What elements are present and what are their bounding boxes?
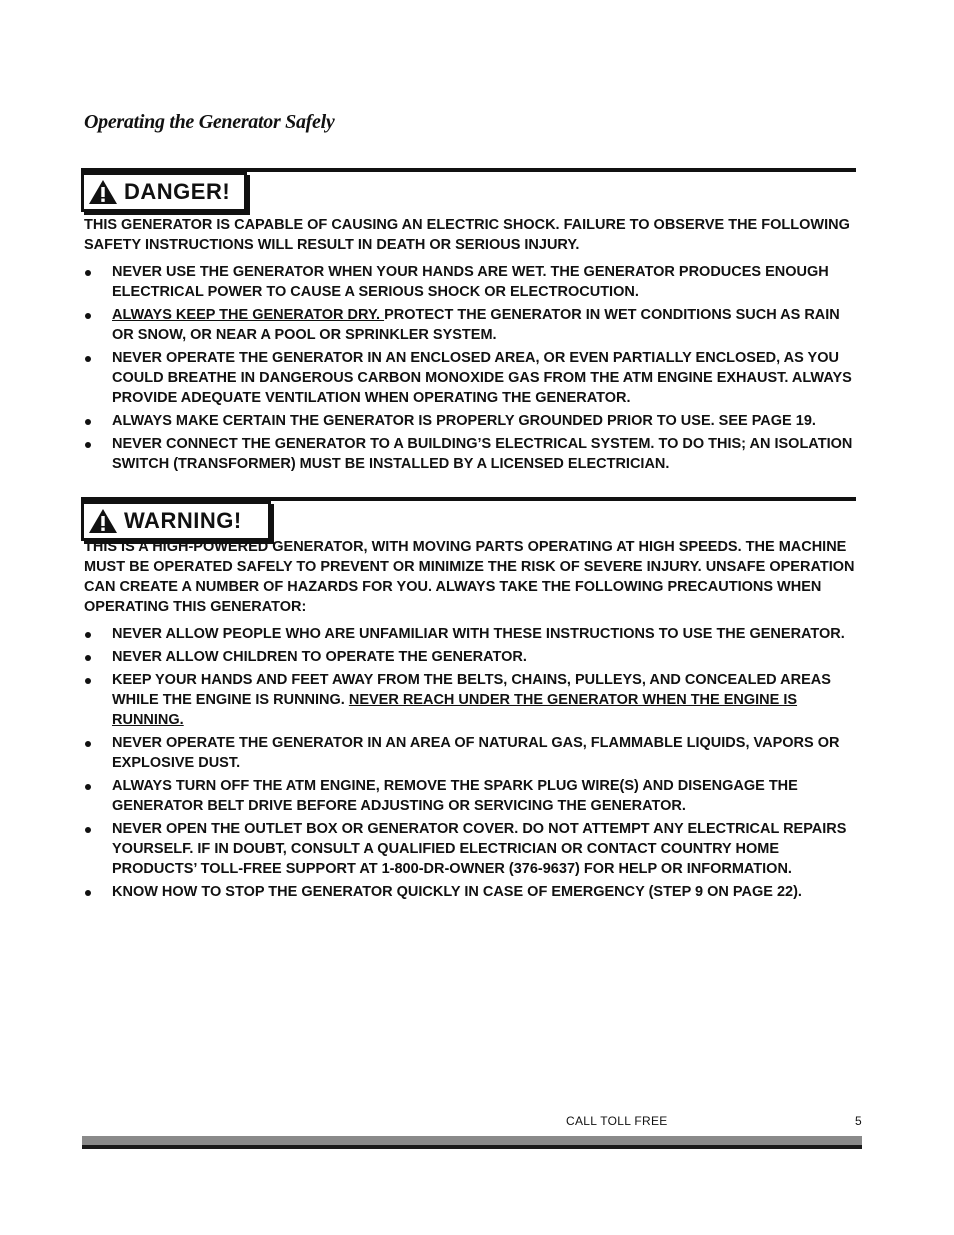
bullet-icon xyxy=(85,313,91,319)
warning-intro: THIS IS A HIGH-POWERED GENERATOR, WITH MOVING PARTS OPERATING AT HIGH SPEEDS. THE MACHINE MUST BE OPERATED SAFELY TO PREVENT OR MINIMIZE THE RISK OF SEVERE INJURY. UNSAFE OPERATION CAN CREATE A NUMBER OF HAZARDS FOR YOU. ALWAYS TAKE THE FOLLOWING PRECAUTIONS WHEN OPERATING THIS GENERATOR: xyxy=(84,539,855,615)
danger-item-underlined: ALWAYS KEEP THE GENERATOR DRY. xyxy=(112,307,385,323)
footer-call-toll-free: CALL TOLL FREE xyxy=(566,1114,668,1128)
bullet-icon xyxy=(85,827,91,833)
warning-label-box xyxy=(81,501,271,541)
warning-list-item xyxy=(84,819,864,879)
danger-list-item xyxy=(84,348,864,408)
danger-item-text: NEVER OPERATE THE GENERATOR IN AN ENCLOSED AREA, OR EVEN PARTIALLY ENCLOSED, AS YOU COULD BREATHE IN DANGEROUS CARBON MONOXIDE GAS FROM THE ATM ENGINE EXHAUST. ALWAYS PROVIDE ADEQUATE VENTILATION WHEN OPERATING THE GENERATOR. xyxy=(112,350,852,406)
danger-list-item xyxy=(84,411,864,431)
warning-triangle-icon xyxy=(88,179,118,205)
danger-intro: THIS GENERATOR IS CAPABLE OF CAUSING AN ELECTRIC SHOCK. FAILURE TO OBSERVE THE FOLLOWING SAFETY INSTRUCTIONS WILL RESULT IN DEATH OR SERIOUS INJURY. xyxy=(84,217,850,253)
page-title: Operating the Generator Safely xyxy=(84,111,335,133)
warning-banner xyxy=(81,497,856,541)
warning-item-text: KNOW HOW TO STOP THE GENERATOR QUICKLY IN CASE OF EMERGENCY (STEP 9 ON PAGE 22). xyxy=(112,884,802,900)
warning-section xyxy=(84,537,864,905)
bullet-icon xyxy=(85,741,91,747)
bullet-icon xyxy=(85,632,91,638)
bullet-icon xyxy=(85,270,91,276)
warning-triangle-icon xyxy=(88,508,118,534)
page-number: 5 xyxy=(855,1114,862,1128)
warning-list-item xyxy=(84,776,864,816)
danger-list-item xyxy=(84,434,864,474)
warning-list-item xyxy=(84,670,864,730)
danger-list-item xyxy=(84,305,864,345)
danger-item-text: NEVER USE THE GENERATOR WHEN YOUR HANDS ARE WET. THE GENERATOR PRODUCES ENOUGH ELECTRICAL POWER TO CAUSE A SERIOUS SHOCK OR ELECTROCUTION. xyxy=(112,264,829,300)
bullet-icon xyxy=(85,442,91,448)
warning-list-item xyxy=(84,733,864,773)
warning-list xyxy=(84,624,864,902)
bullet-icon xyxy=(85,356,91,362)
danger-banner xyxy=(81,168,856,212)
danger-list-item xyxy=(84,262,864,302)
bullet-icon xyxy=(85,419,91,425)
footer-rule xyxy=(82,1136,862,1150)
warning-item-text: ALWAYS TURN OFF THE ATM ENGINE, REMOVE THE SPARK PLUG WIRE(S) AND DISENGAGE THE GENERATOR BELT DRIVE BEFORE ADJUSTING OR SERVICING THE GENERATOR. xyxy=(112,778,798,814)
danger-section xyxy=(84,215,864,477)
warning-item-text: NEVER ALLOW PEOPLE WHO ARE UNFAMILIAR WITH THESE INSTRUCTIONS TO USE THE GENERATOR. xyxy=(112,626,845,642)
warning-item-text: NEVER ALLOW CHILDREN TO OPERATE THE GENERATOR. xyxy=(112,649,527,665)
danger-list xyxy=(84,262,864,474)
warning-list-item xyxy=(84,882,864,902)
danger-label-box xyxy=(81,172,247,212)
warning-list-item xyxy=(84,624,864,644)
bullet-icon xyxy=(85,678,91,684)
warning-label: WARNING! xyxy=(124,508,242,533)
danger-item-text: ALWAYS MAKE CERTAIN THE GENERATOR IS PROPERLY GROUNDED PRIOR TO USE. SEE PAGE 19. xyxy=(112,413,816,429)
bullet-icon xyxy=(85,890,91,896)
bullet-icon xyxy=(85,784,91,790)
danger-item-text: NEVER CONNECT THE GENERATOR TO A BUILDING’S ELECTRICAL SYSTEM. TO DO THIS; AN ISOLATION SWITCH (TRANSFORMER) MUST BE INSTALLED BY A LICENSED ELECTRICIAN. xyxy=(112,436,853,472)
warning-item-text: NEVER OPEN THE OUTLET BOX OR GENERATOR COVER. DO NOT ATTEMPT ANY ELECTRICAL REPAIRS YOURSELF. IF IN DOUBT, CONSULT A QUALIFIED ELECTRICIAN OR CONTACT COUNTRY HOME PRODUCTS’ TOLL-FREE SUPPORT AT 1-800-DR-OWNER (376-9637) FOR HELP OR INFORMATION. xyxy=(112,821,847,877)
warning-list-item xyxy=(84,647,864,667)
danger-label: DANGER! xyxy=(124,179,231,204)
bullet-icon xyxy=(85,655,91,661)
danger-item-text: PROTECT THE GENERATOR IN WET CONDITIONS SUCH AS RAIN OR SNOW, OR NEAR A POOL OR SPRINKLER SYSTEM. xyxy=(112,307,840,343)
warning-item-tail-underlined: NEVER REACH UNDER THE GENERATOR WHEN THE ENGINE IS RUNNING. xyxy=(112,692,798,728)
warning-item-text: KEEP YOUR HANDS AND FEET AWAY FROM THE BELTS, CHAINS, PULLEYS, AND CONCEALED AREAS WHILE THE ENGINE IS RUNNING. xyxy=(112,672,831,708)
warning-item-text: NEVER OPERATE THE GENERATOR IN AN AREA OF NATURAL GAS, FLAMMABLE LIQUIDS, VAPORS OR EXPLOSIVE DUST. xyxy=(112,735,840,771)
